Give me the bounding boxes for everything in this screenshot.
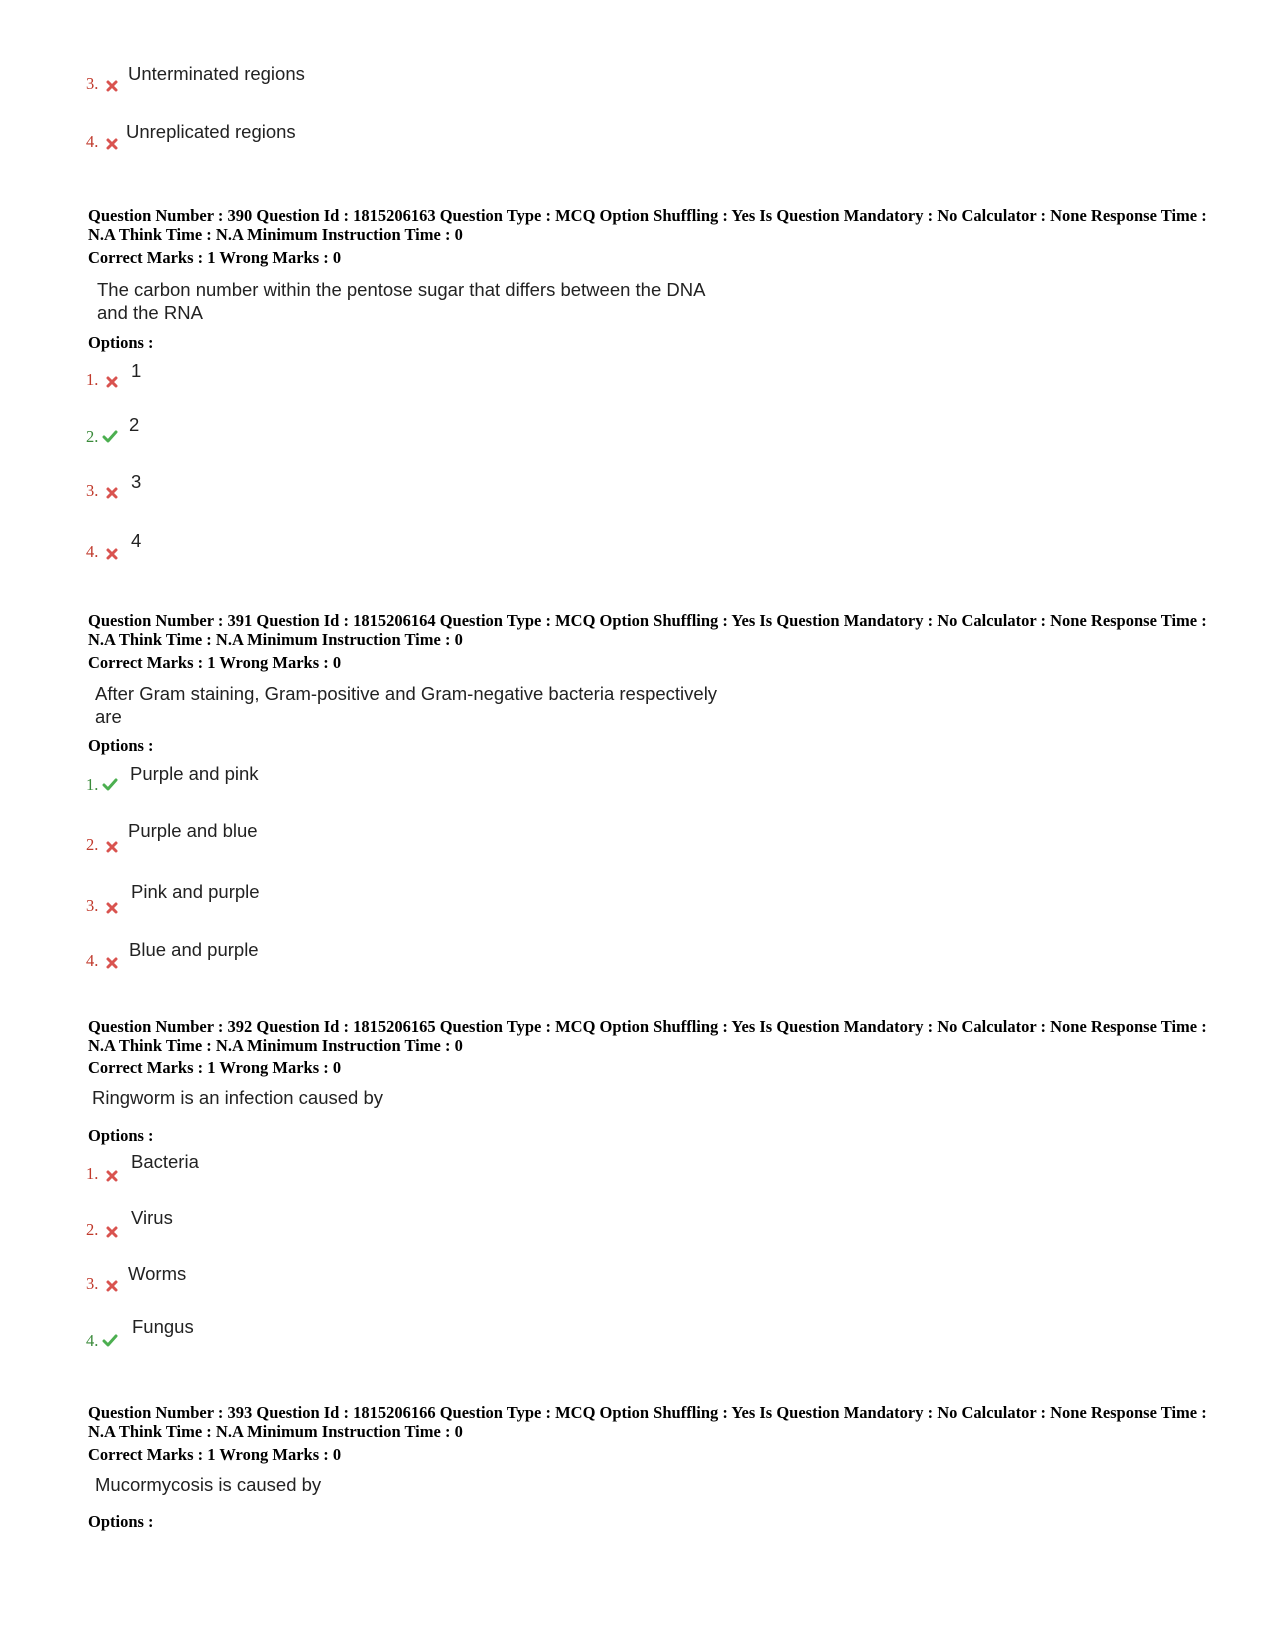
option-number: 4. bbox=[86, 542, 99, 561]
option-number: 4. bbox=[86, 1331, 99, 1350]
option-text: Purple and pink bbox=[130, 763, 259, 784]
check-icon bbox=[102, 776, 118, 792]
question-text: After Gram staining, Gram-positive and Gram-negative bacteria respectively are bbox=[95, 683, 718, 727]
option-number: 3. bbox=[86, 74, 99, 93]
option-number: 4. bbox=[86, 132, 99, 151]
options-label: Options : bbox=[88, 736, 154, 755]
option-number: 2. bbox=[86, 427, 99, 446]
option-number: 2. bbox=[86, 835, 99, 854]
option-text: 3 bbox=[131, 471, 142, 492]
option-text: Worms bbox=[128, 1263, 187, 1284]
option-number: 1. bbox=[86, 775, 99, 794]
cross-icon bbox=[104, 900, 120, 916]
options-label: Options : bbox=[88, 333, 154, 352]
option-text: Pink and purple bbox=[131, 881, 260, 902]
option-number: 3. bbox=[86, 481, 99, 500]
cross-icon bbox=[104, 1224, 120, 1240]
question-meta: Question Number : 392 Question Id : 1815206165 Question Type : MCQ Option Shuffling : Yes Is Question Mandatory : No Calculator : None Response Time : N.A Think Time : N.A Minimum Instruction Time : 0 bbox=[88, 1017, 1207, 1055]
question-meta: Question Number : 393 Question Id : 1815206166 Question Type : MCQ Option Shuffling : Yes Is Question Mandatory : No Calculator : None Response Time : N.A Think Time : N.A Minimum Instruction Time : 0 bbox=[88, 1403, 1207, 1441]
question-meta: Question Number : 390 Question Id : 1815206163 Question Type : MCQ Option Shuffling : Yes Is Question Mandatory : No Calculator : None Response Time : N.A Think Time : N.A Minimum Instruction Time : 0 bbox=[88, 206, 1207, 244]
question-meta: Question Number : 391 Question Id : 1815206164 Question Type : MCQ Option Shuffling : Yes Is Question Mandatory : No Calculator : None Response Time : N.A Think Time : N.A Minimum Instruction Time : 0 bbox=[88, 611, 1207, 649]
option-text: Blue and purple bbox=[129, 939, 259, 960]
cross-icon bbox=[104, 485, 120, 501]
cross-icon bbox=[104, 955, 120, 971]
question-marks: Correct Marks : 1 Wrong Marks : 0 bbox=[88, 1445, 342, 1464]
options-label: Options : bbox=[88, 1126, 154, 1145]
option-text: Purple and blue bbox=[128, 820, 258, 841]
cross-icon bbox=[104, 374, 120, 390]
option-number: 3. bbox=[86, 1274, 99, 1293]
question-marks: Correct Marks : 1 Wrong Marks : 0 bbox=[88, 248, 342, 267]
check-icon bbox=[102, 1332, 118, 1348]
cross-icon bbox=[104, 839, 120, 855]
option-number: 1. bbox=[86, 370, 99, 389]
question-text: Mucormycosis is caused by bbox=[95, 1474, 322, 1495]
option-number: 1. bbox=[86, 1164, 99, 1183]
question-marks: Correct Marks : 1 Wrong Marks : 0 bbox=[88, 1058, 342, 1077]
check-icon bbox=[102, 428, 118, 444]
option-text: 1 bbox=[131, 360, 142, 381]
option-text: 2 bbox=[129, 414, 140, 435]
option-text: 4 bbox=[131, 530, 142, 551]
cross-icon bbox=[104, 78, 120, 94]
option-text: Unreplicated regions bbox=[126, 121, 296, 142]
option-number: 2. bbox=[86, 1220, 99, 1239]
option-text: Fungus bbox=[132, 1316, 194, 1337]
option-text: Unterminated regions bbox=[128, 63, 305, 84]
cross-icon bbox=[104, 1278, 120, 1294]
cross-icon bbox=[104, 1168, 120, 1184]
option-number: 3. bbox=[86, 896, 99, 915]
question-text: The carbon number within the pentose sugar that differs between the DNA and the RNA bbox=[97, 279, 706, 323]
question-marks: Correct Marks : 1 Wrong Marks : 0 bbox=[88, 653, 342, 672]
option-number: 4. bbox=[86, 951, 99, 970]
options-label: Options : bbox=[88, 1512, 154, 1531]
cross-icon bbox=[104, 546, 120, 562]
cross-icon bbox=[104, 136, 120, 152]
option-text: Bacteria bbox=[131, 1151, 199, 1172]
option-text: Virus bbox=[131, 1207, 173, 1228]
question-text: Ringworm is an infection caused by bbox=[92, 1087, 384, 1108]
